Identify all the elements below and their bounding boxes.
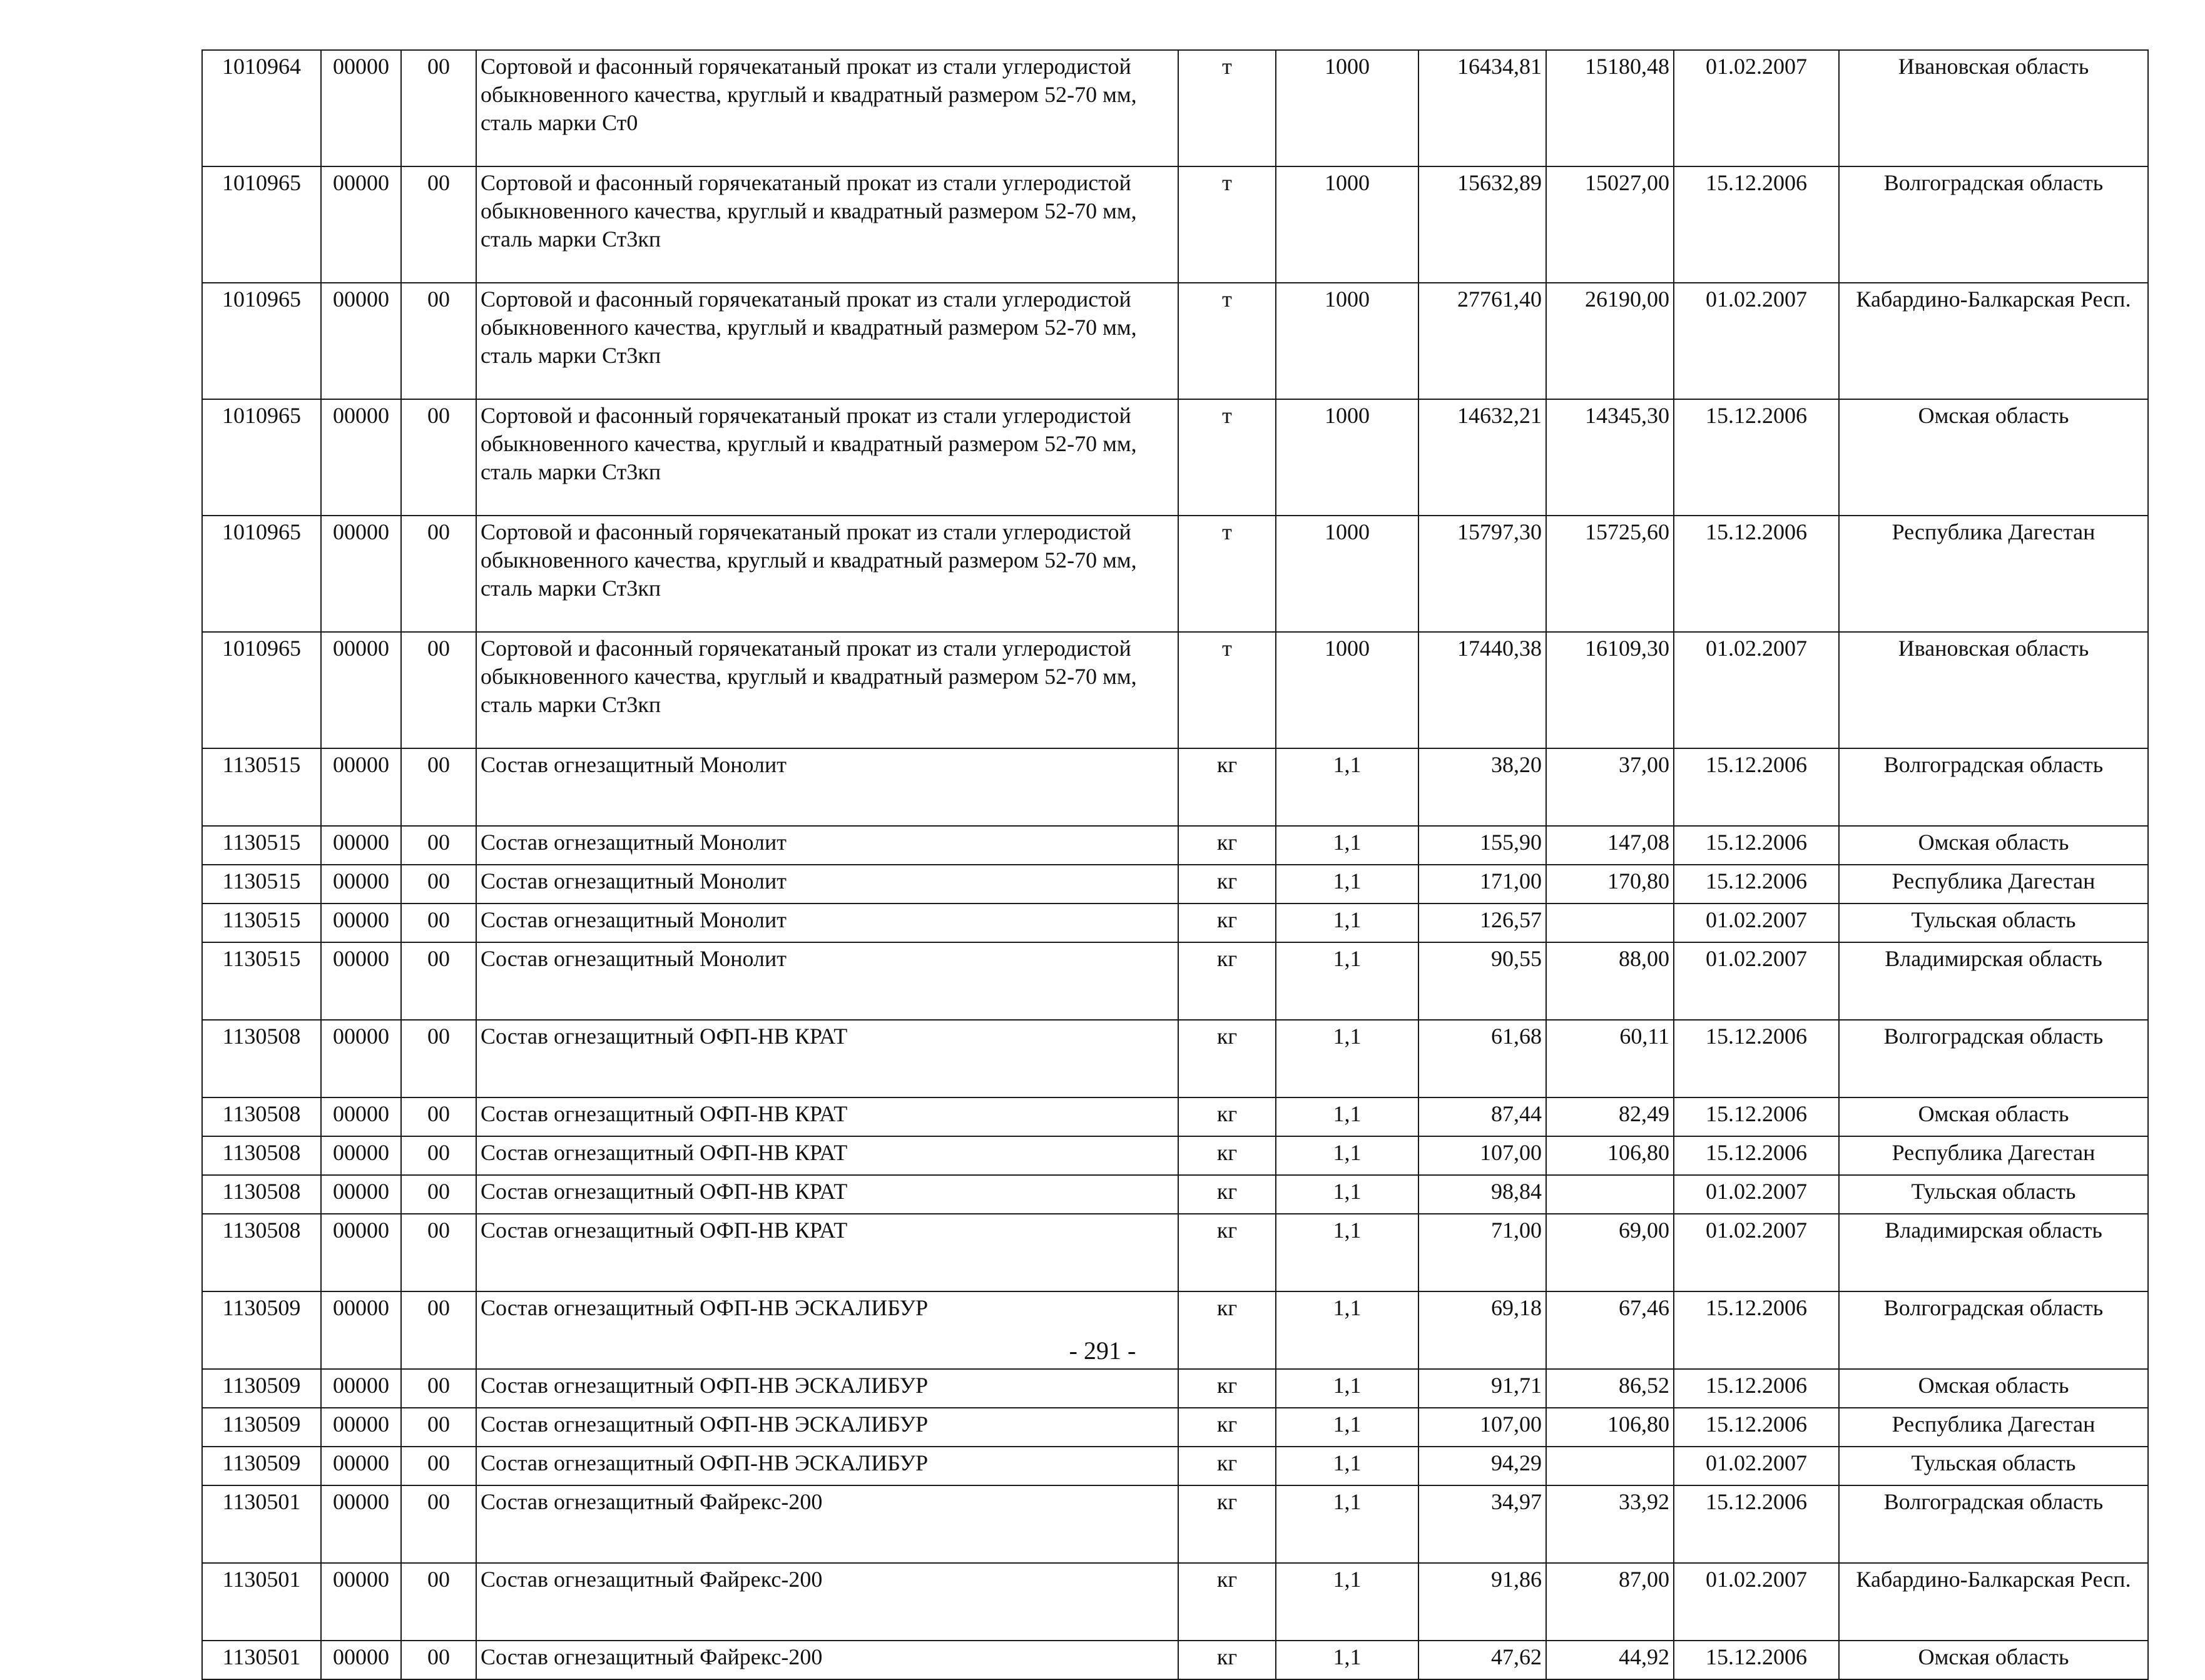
row-code: 1130508	[202, 1214, 321, 1291]
row-price-without-vat	[1546, 904, 1674, 942]
row-unit: кг	[1178, 748, 1276, 826]
row-code: 1010965	[202, 166, 321, 283]
row-material-name: Сортовой и фасонный горячекатаный прокат из стали углеродистой обыкновенного качества, круглый и квадратный размером 52-70 мм, сталь марки Ст3кп	[476, 283, 1178, 399]
row-price-without-vat: 82,49	[1546, 1097, 1674, 1136]
row-code: 1130515	[202, 826, 321, 865]
row-unit: кг	[1178, 1175, 1276, 1214]
row-price-with-vat: 69,18	[1418, 1291, 1546, 1369]
row-region: Волгоградская область	[1839, 1291, 2148, 1369]
row-subcode: 00000	[321, 1641, 401, 1679]
row-subcode: 00000	[321, 826, 401, 865]
row-unit: кг	[1178, 1369, 1276, 1408]
row-quantity: 1000	[1276, 166, 1418, 283]
row-code: 1130515	[202, 865, 321, 904]
row-price-without-vat: 86,52	[1546, 1369, 1674, 1408]
row-region: Волгоградская область	[1839, 748, 2148, 826]
row-price-without-vat: 106,80	[1546, 1136, 1674, 1175]
row-date: 01.02.2007	[1674, 904, 1839, 942]
row-price-with-vat: 171,00	[1418, 865, 1546, 904]
row-date: 15.12.2006	[1674, 1136, 1839, 1175]
row-quantity: 1,1	[1276, 1291, 1418, 1369]
row-date: 01.02.2007	[1674, 1175, 1839, 1214]
row-region: Ивановская область	[1839, 632, 2148, 748]
row-material-name: Сортовой и фасонный горячекатаный прокат из стали углеродистой обыкновенного качества, круглый и квадратный размером 52-70 мм, сталь марки Ст3кп	[476, 632, 1178, 748]
row-date: 15.12.2006	[1674, 1097, 1839, 1136]
row-region: Республика Дагестан	[1839, 1408, 2148, 1447]
row-quantity: 1,1	[1276, 1369, 1418, 1408]
row-code: 1010965	[202, 632, 321, 748]
row-region: Омская область	[1839, 1097, 2148, 1136]
row-subcode: 00000	[321, 1369, 401, 1408]
row-material-name: Состав огнезащитный ОФП-НВ ЭСКАЛИБУР	[476, 1408, 1178, 1447]
row-group: 00	[401, 826, 476, 865]
row-group: 00	[401, 748, 476, 826]
row-date: 15.12.2006	[1674, 1291, 1839, 1369]
row-subcode: 00000	[321, 1485, 401, 1563]
row-unit: кг	[1178, 1447, 1276, 1485]
row-group: 00	[401, 1214, 476, 1291]
row-quantity: 1,1	[1276, 1175, 1418, 1214]
row-subcode: 00000	[321, 942, 401, 1020]
row-group: 00	[401, 50, 476, 166]
row-region: Кабардино-Балкарская Респ.	[1839, 1563, 2148, 1641]
table-row	[202, 826, 2148, 865]
row-date: 15.12.2006	[1674, 865, 1839, 904]
table-row	[202, 1097, 2148, 1136]
row-unit: кг	[1178, 1641, 1276, 1679]
row-region: Омская область	[1839, 1369, 2148, 1408]
row-material-name: Состав огнезащитный ОФП-НВ КРАТ	[476, 1214, 1178, 1291]
row-date: 15.12.2006	[1674, 399, 1839, 516]
row-price-with-vat: 61,68	[1418, 1020, 1546, 1097]
row-price-without-vat: 60,11	[1546, 1020, 1674, 1097]
row-price-with-vat: 71,00	[1418, 1214, 1546, 1291]
row-subcode: 00000	[321, 904, 401, 942]
row-region: Волгоградская область	[1839, 1020, 2148, 1097]
table-row	[202, 283, 2148, 399]
row-group: 00	[401, 1369, 476, 1408]
row-group: 00	[401, 1097, 476, 1136]
row-region: Республика Дагестан	[1839, 865, 2148, 904]
table-row	[202, 1641, 2148, 1679]
row-material-name: Состав огнезащитный ОФП-НВ КРАТ	[476, 1175, 1178, 1214]
row-date: 15.12.2006	[1674, 1408, 1839, 1447]
row-date: 15.12.2006	[1674, 1020, 1839, 1097]
row-unit: кг	[1178, 1136, 1276, 1175]
row-unit: т	[1178, 399, 1276, 516]
row-unit: т	[1178, 166, 1276, 283]
row-code: 1130508	[202, 1020, 321, 1097]
row-code: 1130515	[202, 748, 321, 826]
row-date: 15.12.2006	[1674, 748, 1839, 826]
row-date: 15.12.2006	[1674, 1369, 1839, 1408]
row-region: Кабардино-Балкарская Респ.	[1839, 283, 2148, 399]
row-subcode: 00000	[321, 283, 401, 399]
row-material-name: Состав огнезащитный ОФП-НВ КРАТ	[476, 1097, 1178, 1136]
row-price-without-vat: 15027,00	[1546, 166, 1674, 283]
row-quantity: 1,1	[1276, 1563, 1418, 1641]
row-region: Волгоградская область	[1839, 1485, 2148, 1563]
row-code: 1130515	[202, 942, 321, 1020]
row-code: 1010965	[202, 399, 321, 516]
row-code: 1130509	[202, 1408, 321, 1447]
row-code: 1130501	[202, 1485, 321, 1563]
row-date: 01.02.2007	[1674, 1447, 1839, 1485]
row-quantity: 1,1	[1276, 1485, 1418, 1563]
row-group: 00	[401, 1563, 476, 1641]
table-row	[202, 1485, 2148, 1563]
row-region: Тульская область	[1839, 904, 2148, 942]
row-region: Владимирская область	[1839, 942, 2148, 1020]
row-material-name: Состав огнезащитный ОФП-НВ ЭСКАЛИБУР	[476, 1369, 1178, 1408]
row-material-name: Сортовой и фасонный горячекатаный прокат из стали углеродистой обыкновенного качества, круглый и квадратный размером 52-70 мм, сталь марки Ст0	[476, 50, 1178, 166]
table-row	[202, 1369, 2148, 1408]
row-region: Тульская область	[1839, 1447, 2148, 1485]
row-unit: кг	[1178, 1563, 1276, 1641]
row-material-name: Состав огнезащитный Монолит	[476, 904, 1178, 942]
row-group: 00	[401, 1408, 476, 1447]
row-unit: т	[1178, 50, 1276, 166]
row-price-with-vat: 87,44	[1418, 1097, 1546, 1136]
row-material-name: Сортовой и фасонный горячекатаный прокат из стали углеродистой обыкновенного качества, круглый и квадратный размером 52-70 мм, сталь марки Ст3кп	[476, 516, 1178, 632]
row-region: Владимирская область	[1839, 1214, 2148, 1291]
row-price-with-vat: 17440,38	[1418, 632, 1546, 748]
row-unit: т	[1178, 516, 1276, 632]
row-quantity: 1000	[1276, 283, 1418, 399]
table-row	[202, 1214, 2148, 1291]
row-price-with-vat: 16434,81	[1418, 50, 1546, 166]
row-material-name: Сортовой и фасонный горячекатаный прокат из стали углеродистой обыкновенного качества, круглый и квадратный размером 52-70 мм, сталь марки Ст3кп	[476, 399, 1178, 516]
row-price-with-vat: 91,71	[1418, 1369, 1546, 1408]
row-code: 1130509	[202, 1447, 321, 1485]
row-price-without-vat: 44,92	[1546, 1641, 1674, 1679]
row-quantity: 1,1	[1276, 1020, 1418, 1097]
row-quantity: 1,1	[1276, 904, 1418, 942]
row-date: 15.12.2006	[1674, 166, 1839, 283]
row-material-name: Состав огнезащитный Файрекс-200	[476, 1563, 1178, 1641]
row-price-without-vat: 170,80	[1546, 865, 1674, 904]
row-quantity: 1,1	[1276, 1447, 1418, 1485]
row-price-without-vat: 147,08	[1546, 826, 1674, 865]
row-price-with-vat: 155,90	[1418, 826, 1546, 865]
row-quantity: 1000	[1276, 50, 1418, 166]
row-unit: кг	[1178, 1485, 1276, 1563]
table-row	[202, 865, 2148, 904]
row-group: 00	[401, 399, 476, 516]
row-unit: т	[1178, 632, 1276, 748]
row-unit: кг	[1178, 865, 1276, 904]
row-date: 15.12.2006	[1674, 1641, 1839, 1679]
row-date: 15.12.2006	[1674, 516, 1839, 632]
row-code: 1010964	[202, 50, 321, 166]
row-price-with-vat: 90,55	[1418, 942, 1546, 1020]
row-material-name: Состав огнезащитный Монолит	[476, 942, 1178, 1020]
row-price-without-vat: 14345,30	[1546, 399, 1674, 516]
row-date: 15.12.2006	[1674, 1485, 1839, 1563]
row-group: 00	[401, 904, 476, 942]
row-code: 1130501	[202, 1563, 321, 1641]
table-row	[202, 942, 2148, 1020]
row-price-without-vat	[1546, 1175, 1674, 1214]
row-price-with-vat: 94,29	[1418, 1447, 1546, 1485]
row-unit: кг	[1178, 942, 1276, 1020]
row-price-with-vat: 47,62	[1418, 1641, 1546, 1679]
row-price-with-vat: 107,00	[1418, 1408, 1546, 1447]
row-price-with-vat: 34,97	[1418, 1485, 1546, 1563]
row-region: Омская область	[1839, 826, 2148, 865]
row-material-name: Состав огнезащитный Файрекс-200	[476, 1641, 1178, 1679]
row-code: 1130515	[202, 904, 321, 942]
row-code: 1130501	[202, 1641, 321, 1679]
row-price-with-vat: 91,86	[1418, 1563, 1546, 1641]
row-price-with-vat: 98,84	[1418, 1175, 1546, 1214]
row-price-with-vat: 14632,21	[1418, 399, 1546, 516]
row-region: Омская область	[1839, 1641, 2148, 1679]
row-price-with-vat: 15797,30	[1418, 516, 1546, 632]
row-unit: кг	[1178, 1020, 1276, 1097]
row-region: Омская область	[1839, 399, 2148, 516]
row-price-with-vat: 107,00	[1418, 1136, 1546, 1175]
table-row	[202, 1408, 2148, 1447]
row-subcode: 00000	[321, 166, 401, 283]
row-group: 00	[401, 865, 476, 904]
row-unit: кг	[1178, 826, 1276, 865]
table-body	[202, 50, 2148, 1679]
row-code: 1130509	[202, 1291, 321, 1369]
table-row	[202, 166, 2148, 283]
row-subcode: 00000	[321, 399, 401, 516]
row-group: 00	[401, 1485, 476, 1563]
row-material-name: Состав огнезащитный ОФП-НВ КРАТ	[476, 1020, 1178, 1097]
row-material-name: Состав огнезащитный ОФП-НВ ЭСКАЛИБУР	[476, 1291, 1178, 1369]
table-row	[202, 1020, 2148, 1097]
row-price-without-vat: 87,00	[1546, 1563, 1674, 1641]
row-material-name: Состав огнезащитный Монолит	[476, 826, 1178, 865]
row-subcode: 00000	[321, 1136, 401, 1175]
row-subcode: 00000	[321, 632, 401, 748]
table-row	[202, 1175, 2148, 1214]
row-price-without-vat: 15180,48	[1546, 50, 1674, 166]
row-subcode: 00000	[321, 1214, 401, 1291]
row-subcode: 00000	[321, 50, 401, 166]
row-subcode: 00000	[321, 1291, 401, 1369]
row-code: 1130509	[202, 1369, 321, 1408]
row-region: Волгоградская область	[1839, 166, 2148, 283]
row-quantity: 1,1	[1276, 1408, 1418, 1447]
row-quantity: 1,1	[1276, 1097, 1418, 1136]
row-unit: кг	[1178, 1291, 1276, 1369]
table-row	[202, 516, 2148, 632]
row-quantity: 1,1	[1276, 1136, 1418, 1175]
row-code: 1010965	[202, 516, 321, 632]
table-row	[202, 904, 2148, 942]
row-price-without-vat: 106,80	[1546, 1408, 1674, 1447]
row-price-without-vat: 15725,60	[1546, 516, 1674, 632]
row-material-name: Состав огнезащитный Монолит	[476, 865, 1178, 904]
price-table	[201, 49, 2149, 1680]
row-price-without-vat: 16109,30	[1546, 632, 1674, 748]
row-code: 1130508	[202, 1175, 321, 1214]
row-group: 00	[401, 516, 476, 632]
row-subcode: 00000	[321, 1175, 401, 1214]
row-region: Республика Дагестан	[1839, 1136, 2148, 1175]
row-quantity: 1,1	[1276, 865, 1418, 904]
row-material-name: Состав огнезащитный ОФП-НВ КРАТ	[476, 1136, 1178, 1175]
row-code: 1010965	[202, 283, 321, 399]
row-group: 00	[401, 1291, 476, 1369]
row-unit: кг	[1178, 904, 1276, 942]
row-subcode: 00000	[321, 1447, 401, 1485]
row-quantity: 1,1	[1276, 1214, 1418, 1291]
row-date: 01.02.2007	[1674, 283, 1839, 399]
row-quantity: 1,1	[1276, 826, 1418, 865]
row-code: 1130508	[202, 1097, 321, 1136]
row-quantity: 1000	[1276, 399, 1418, 516]
row-material-name: Состав огнезащитный Файрекс-200	[476, 1485, 1178, 1563]
row-material-name: Состав огнезащитный ОФП-НВ ЭСКАЛИБУР	[476, 1447, 1178, 1485]
row-price-with-vat: 15632,89	[1418, 166, 1546, 283]
table-row	[202, 632, 2148, 748]
row-price-with-vat: 126,57	[1418, 904, 1546, 942]
row-price-with-vat: 38,20	[1418, 748, 1546, 826]
row-date: 01.02.2007	[1674, 632, 1839, 748]
row-date: 15.12.2006	[1674, 826, 1839, 865]
table-row	[202, 399, 2148, 516]
row-date: 01.02.2007	[1674, 1214, 1839, 1291]
row-subcode: 00000	[321, 1097, 401, 1136]
row-price-without-vat: 88,00	[1546, 942, 1674, 1020]
row-code: 1130508	[202, 1136, 321, 1175]
table-row	[202, 1136, 2148, 1175]
row-group: 00	[401, 632, 476, 748]
row-price-without-vat: 69,00	[1546, 1214, 1674, 1291]
row-group: 00	[401, 1136, 476, 1175]
row-subcode: 00000	[321, 748, 401, 826]
row-unit: кг	[1178, 1097, 1276, 1136]
row-region: Республика Дагестан	[1839, 516, 2148, 632]
row-price-without-vat: 33,92	[1546, 1485, 1674, 1563]
row-group: 00	[401, 942, 476, 1020]
row-subcode: 00000	[321, 1563, 401, 1641]
row-date: 01.02.2007	[1674, 50, 1839, 166]
row-group: 00	[401, 1020, 476, 1097]
table-row	[202, 50, 2148, 166]
row-region: Ивановская область	[1839, 50, 2148, 166]
page-number: - 291 -	[1069, 1336, 1136, 1365]
row-date: 01.02.2007	[1674, 942, 1839, 1020]
row-subcode: 00000	[321, 1408, 401, 1447]
row-quantity: 1000	[1276, 516, 1418, 632]
row-quantity: 1,1	[1276, 1641, 1418, 1679]
row-group: 00	[401, 1641, 476, 1679]
row-price-without-vat: 37,00	[1546, 748, 1674, 826]
row-quantity: 1,1	[1276, 748, 1418, 826]
row-subcode: 00000	[321, 516, 401, 632]
row-unit: кг	[1178, 1214, 1276, 1291]
row-price-with-vat: 27761,40	[1418, 283, 1546, 399]
row-group: 00	[401, 1175, 476, 1214]
row-group: 00	[401, 1447, 476, 1485]
row-subcode: 00000	[321, 865, 401, 904]
row-price-without-vat: 67,46	[1546, 1291, 1674, 1369]
row-unit: кг	[1178, 1408, 1276, 1447]
row-material-name: Сортовой и фасонный горячекатаный прокат из стали углеродистой обыкновенного качества, круглый и квадратный размером 52-70 мм, сталь марки Ст3кп	[476, 166, 1178, 283]
row-group: 00	[401, 166, 476, 283]
row-unit: т	[1178, 283, 1276, 399]
row-date: 01.02.2007	[1674, 1563, 1839, 1641]
row-region: Тульская область	[1839, 1175, 2148, 1214]
row-quantity: 1000	[1276, 632, 1418, 748]
row-material-name: Состав огнезащитный Монолит	[476, 748, 1178, 826]
table-row	[202, 748, 2148, 826]
row-subcode: 00000	[321, 1020, 401, 1097]
row-quantity: 1,1	[1276, 942, 1418, 1020]
row-price-without-vat: 26190,00	[1546, 283, 1674, 399]
row-group: 00	[401, 283, 476, 399]
table-row	[202, 1563, 2148, 1641]
